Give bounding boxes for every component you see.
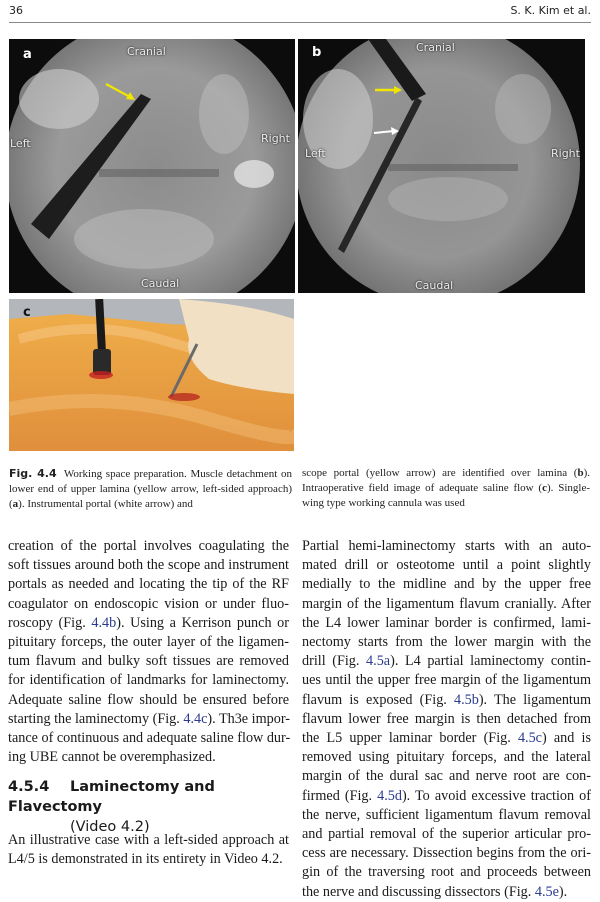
figure-panel-a	[9, 39, 295, 293]
running-header	[9, 4, 591, 22]
figure-link-4-4b[interactable]: 4.4b	[91, 614, 117, 631]
header-rule	[9, 22, 591, 23]
orientation-caudal: Caudal	[141, 277, 180, 290]
orientation-left: Left	[10, 137, 31, 150]
figure-link-4-4c[interactable]: 4.4c	[183, 710, 208, 727]
body-paragraph-left: creation of the portal involves coagulating the soft tissues around both the scope and instrument portals as needed and locating the tip of the RF coagulator on endoscopic vision or under fluo- roscopy (Fig. 4.4b). Using a Kerrison punch or pituitary forceps, the outer layer of the ligamen- tum flavum and bulky soft tissues are removed for identification of landmarks for laminectomy. Adequate saline flow should be ensured before starting the laminectomy (Fig. 4.4c). Th3e impor- tance of continuous and adequate saline flow dur- ing UBE cannot be overemphasized.	[8, 538, 291, 766]
orientation-right: Right	[261, 132, 290, 145]
body-paragraph-right: Partial hemi-laminectomy starts with an auto- mated drill or osteotome until a point slightly medially to the midline and by the upper free margin of the ligamentum flavum cranially. After the L4 lower laminar border is confirmed, lami- nectomy starts from the lower margin with the drill (Fig. 4.5a). L4 partial laminectomy contin- ues until the upper free margin of the ligamentum flavum is exposed (Fig. 4.5b). The ligamentum flavum lower free margin is then detached from the L5 upper laminar border (Fig. 4.5c) and is removed using pituitary forceps, and the lateral margin of the dural sac and nerve root are con- firmed (Fig. 4.5d). To avoid excessive traction of the nerve, sufficient ligamentum flavum removal and partial removal of the superior articular pro- cess are necessary. Dissection begins from the ori- gin of the traversing root and proceeds between the nerve and discussing dissectors (Fig. 4.5e).	[302, 538, 592, 900]
orientation-right: Right	[551, 147, 580, 160]
running-author: S. K. Kim et al.	[510, 4, 591, 17]
figure-caption-left: Fig. 4.4 Working space preparation. Muscle detachment on lower end of upper lamina (yellow arrow, left-sided approach) (a). Instrumental portal (white arrow) and	[9, 467, 292, 510]
fluoroscopy-image-a	[9, 39, 295, 293]
figure-link-4-5d[interactable]: 4.5d	[377, 787, 402, 804]
orientation-cranial: Cranial	[127, 45, 166, 58]
intraoperative-photo	[9, 299, 294, 451]
panel-label-c: c	[23, 305, 31, 320]
orientation-left: Left	[305, 147, 326, 160]
panel-label-b: b	[312, 45, 322, 60]
figure-panel-c	[9, 299, 294, 451]
figure-link-4-5b[interactable]: 4.5b	[454, 691, 479, 708]
figure-panel-b	[298, 39, 585, 293]
section-number: 4.5.4	[8, 779, 50, 795]
figure-link-4-5a[interactable]: 4.5a	[366, 653, 391, 670]
fluoroscopy-image-b	[298, 39, 585, 293]
figure-link-4-5c[interactable]: 4.5c	[517, 730, 542, 747]
section-title: Laminectomy and Flavectomy	[8, 779, 215, 815]
page-number: 36	[9, 4, 23, 17]
panel-label-a: a	[23, 47, 32, 62]
section-paragraph: An illustrative case with a left-sided approach at L4/5 is demonstrated in its entirety in Video 4.2.	[8, 832, 289, 868]
orientation-cranial: Cranial	[416, 41, 455, 54]
section-heading	[8, 777, 293, 837]
video-reference[interactable]: (Video 4.2)	[70, 819, 150, 835]
figure-caption-right: scope portal (yellow arrow) are identified over lamina (b). Intraoperative field image of adequate saline flow (c). Single-wing type working cannula was used	[302, 467, 590, 509]
orientation-caudal: Caudal	[415, 279, 454, 292]
figure-link-4-5e[interactable]: 4.5e	[534, 883, 559, 900]
figure-number: Fig. 4.4	[9, 467, 57, 480]
